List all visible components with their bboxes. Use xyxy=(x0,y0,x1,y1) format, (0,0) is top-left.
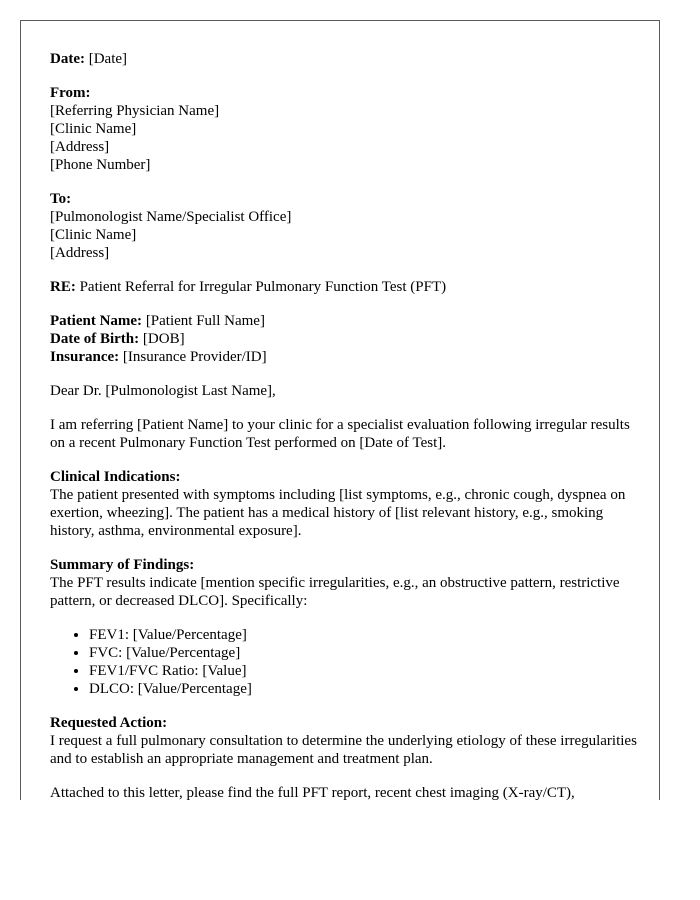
from-label: From: xyxy=(50,85,91,101)
intro-paragraph: I am referring [Patient Name] to your clinic for a specialist evaluation following irregular results on a recent Pulmonary Function Test performed on [Date of Test]. xyxy=(50,417,630,451)
date-value: [Date] xyxy=(88,51,128,67)
patient-dob-line xyxy=(50,330,640,348)
date-label: Date: xyxy=(50,51,85,67)
action-section xyxy=(50,714,640,768)
action-text: I request a full pulmonary consultation to determine the underlying etiology of these irregularities and to establish an appropriate management and treatment plan. xyxy=(50,733,637,767)
to-clinic: [Clinic Name] xyxy=(50,227,137,243)
patient-name-value: [Patient Full Name] xyxy=(145,313,265,329)
findings-text: The PFT results indicate [mention specific irregularities, e.g., an obstructive pattern, restrictive pattern, or decreased DLCO]. Specifically: xyxy=(50,575,620,609)
list-item: • DLCO: [Value/Percentage] xyxy=(89,680,640,698)
from-physician: [Referring Physician Name] xyxy=(50,103,220,119)
from-block xyxy=(50,84,640,174)
letter-page xyxy=(20,20,660,800)
from-phone: [Phone Number] xyxy=(50,157,151,173)
findings-list xyxy=(50,626,640,698)
findings-section xyxy=(50,556,640,610)
to-specialist: [Pulmonologist Name/Specialist Office] xyxy=(50,209,292,225)
patient-block xyxy=(50,312,640,366)
list-item: • FEV1: [Value/Percentage] xyxy=(89,626,640,644)
re-value: Patient Referral for Irregular Pulmonary Function Test (PFT) xyxy=(79,279,447,295)
patient-dob-label: Date of Birth: xyxy=(50,331,140,347)
clinical-section xyxy=(50,468,640,540)
patient-name-line xyxy=(50,312,640,330)
salutation: Dear Dr. [Pulmonologist Last Name], xyxy=(50,383,276,399)
from-clinic: [Clinic Name] xyxy=(50,121,137,137)
patient-insurance-value: [Insurance Provider/ID] xyxy=(122,349,267,365)
attached-paragraph: Attached to this letter, please find the full PFT report, recent chest imaging (X-ray/CT), xyxy=(50,785,575,800)
patient-dob-value: [DOB] xyxy=(142,331,185,347)
findings-heading: Summary of Findings: xyxy=(50,557,195,573)
to-block xyxy=(50,190,640,262)
from-address: [Address] xyxy=(50,139,110,155)
list-item: • FVC: [Value/Percentage] xyxy=(89,644,640,662)
to-address: [Address] xyxy=(50,245,110,261)
patient-insurance-line xyxy=(50,348,640,366)
letter-content xyxy=(50,50,640,800)
patient-insurance-label: Insurance: xyxy=(50,349,120,365)
patient-name-label: Patient Name: xyxy=(50,313,143,329)
clinical-text: The patient presented with symptoms including [list symptoms, e.g., chronic cough, dyspnea on exertion, wheezing]. The patient has a medical history of [list relevant history, e.g., smoking history, asthma, environmental exposure]. xyxy=(50,487,626,539)
re-label: RE: xyxy=(50,279,76,295)
clinical-heading: Clinical Indications: xyxy=(50,469,181,485)
action-heading: Requested Action: xyxy=(50,715,168,731)
date-line xyxy=(50,50,640,68)
to-label: To: xyxy=(50,191,72,207)
re-line xyxy=(50,278,640,296)
list-item: • FEV1/FVC Ratio: [Value] xyxy=(89,662,640,680)
